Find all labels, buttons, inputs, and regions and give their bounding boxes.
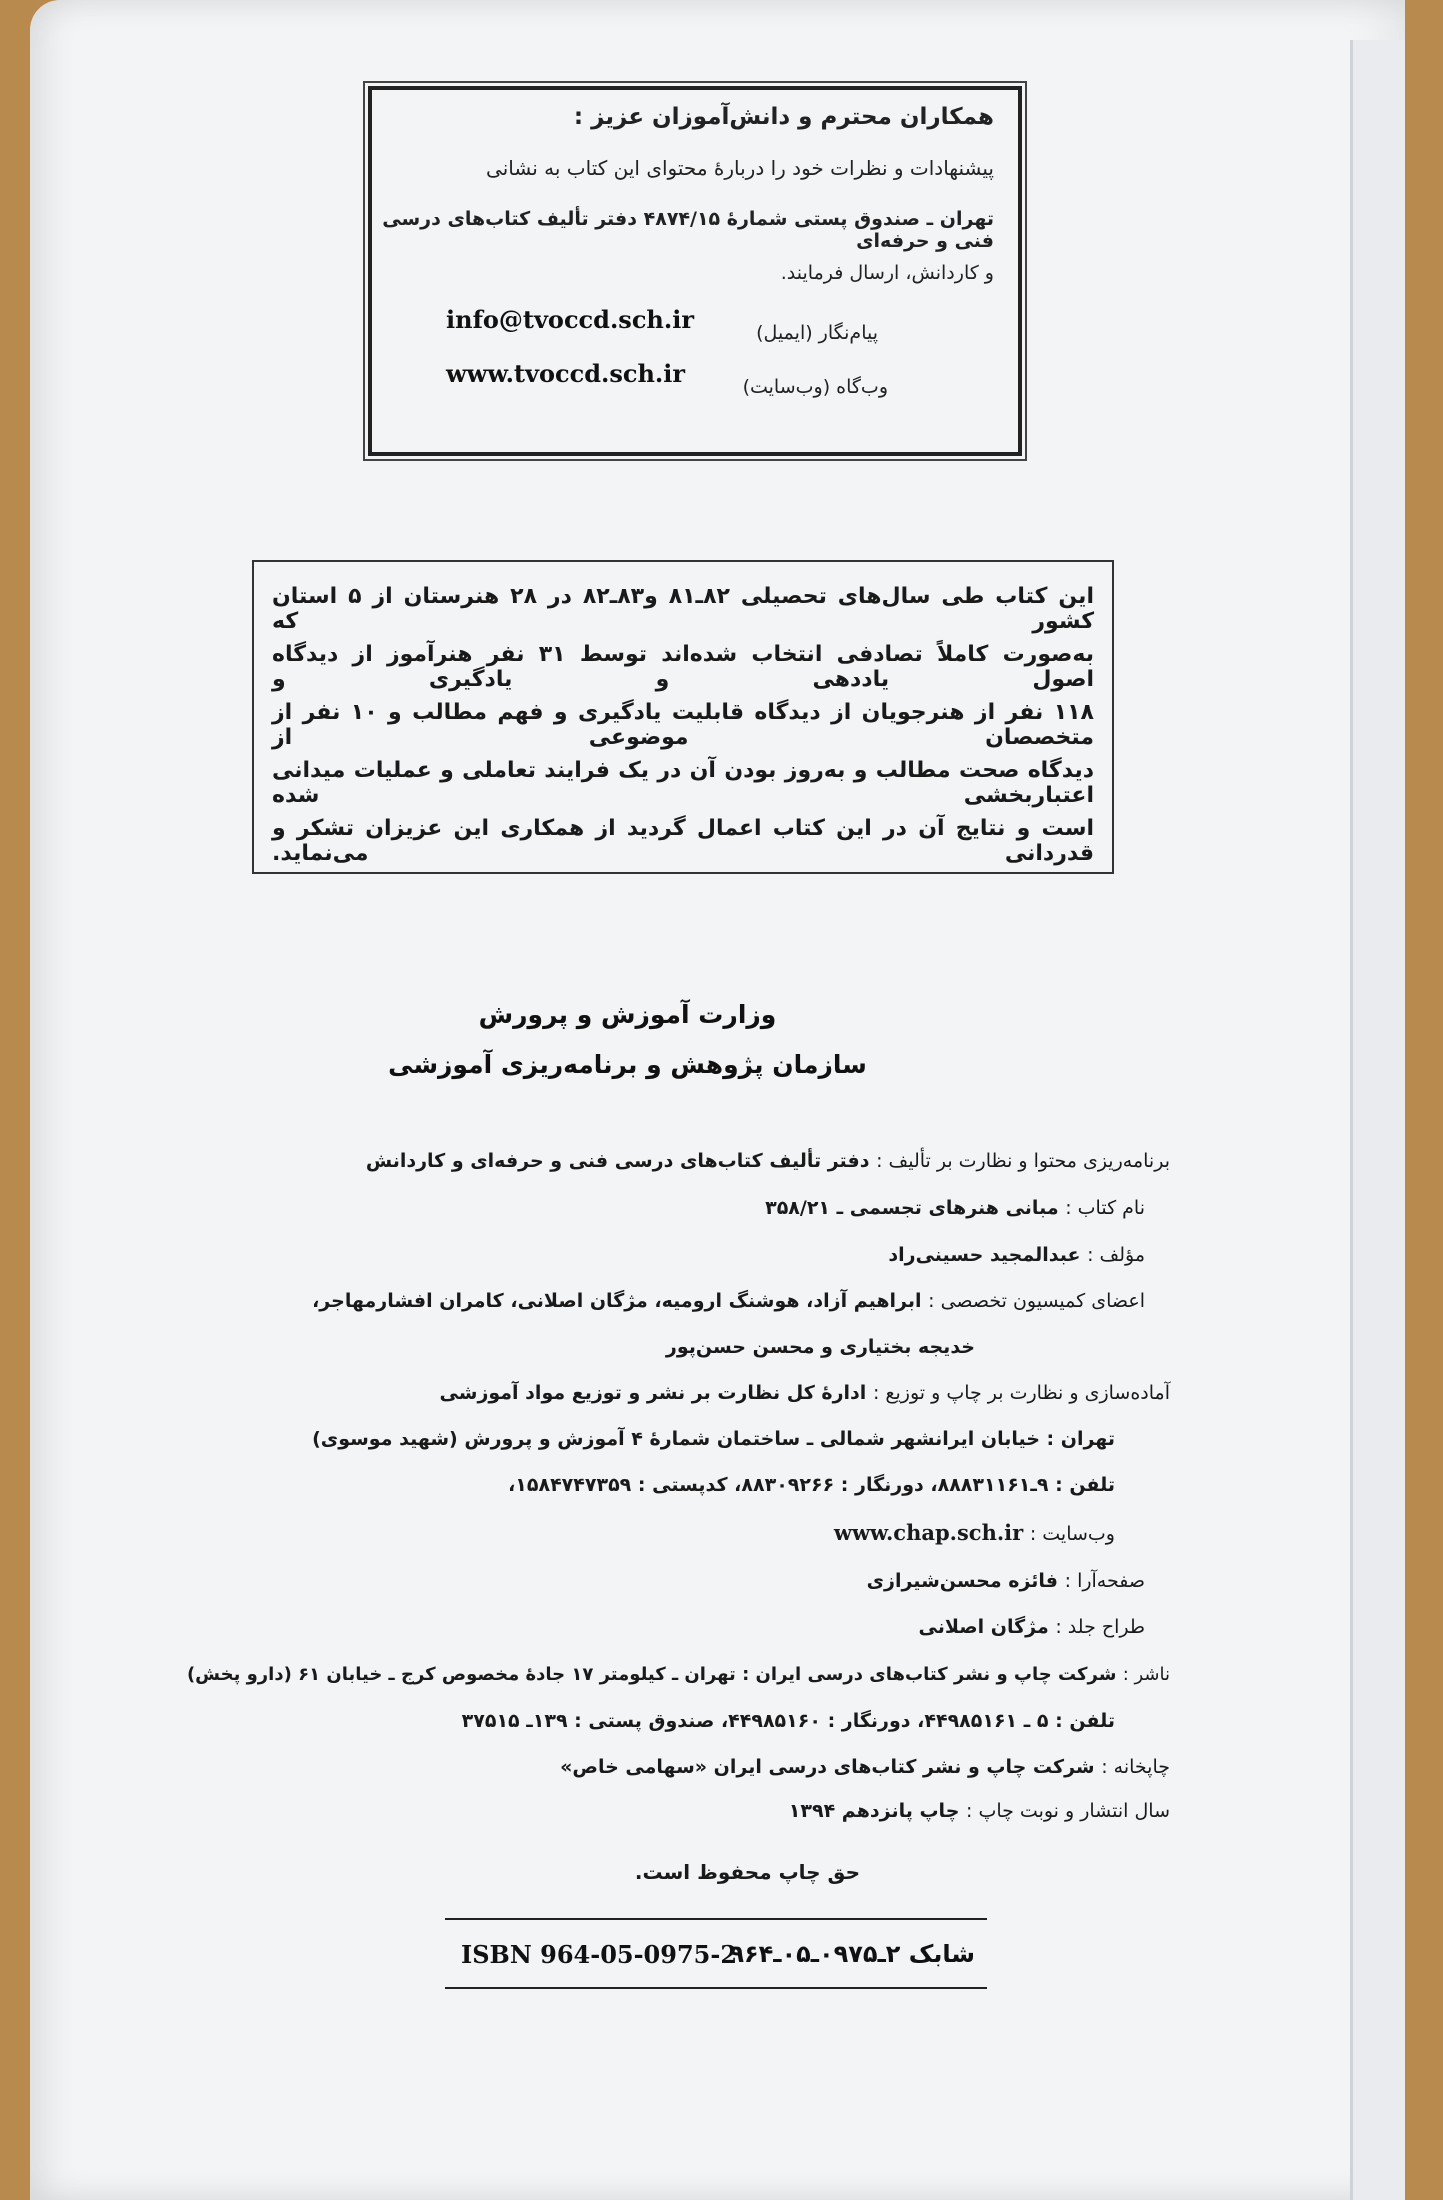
credit-publisher: ناشر : شرکت چاپ و نشر کتاب‌های درسی ایران : تهران ـ کیلومتر ۱۷ جادهٔ مخصوص کرج ـ خیابان ۶۱ (دارو پخش) [186,1664,1170,1685]
contact-line-1: پیشنهادات و نظرات خود را دربارهٔ محتوای این کتاب به نشانی [486,156,994,180]
credit-printer: چاپخانه : شرکت چاپ و نشر کتاب‌های درسی ایران «سهامی خاص» [560,1756,1170,1778]
isbn-top-rule [445,1918,987,1920]
copyright-notice: حق چاپ محفوظ است. [634,1860,860,1884]
email-value[interactable]: info@tvoccd.sch.ir [446,305,694,334]
website-value[interactable]: www.tvoccd.sch.ir [446,359,686,388]
credit-commission: اعضای کمیسیون تخصصی : ابراهیم آزاد، هوشنگ ارومیه، مژگان اصلانی، کامران افشارمهاجر، [312,1290,1145,1312]
validation-line-1: این کتاب طی سال‌های تحصیلی ۸۲ـ۸۱ و۸۳ـ۸۲ در ۲۸ هنرستان از ۵ استان کشور که [272,584,1094,634]
validation-box [252,560,1114,874]
isbn-persian: شابک ۲ـ۰۹۷۵ـ۰۵ـ۹۶۴ [729,1940,975,1968]
credit-address: تهران : خیابان ایرانشهر شمالی ـ ساختمان شمارهٔ ۴ آموزش و پرورش (شهید موسوی) [312,1428,1115,1450]
contact-greeting: همکاران محترم و دانش‌آموزان عزیز : [573,104,994,130]
isbn-bottom-rule [445,1987,987,1989]
credit-phone: تلفن : ۹ـ۸۸۸۳۱۱۶۱، دورنگار : ۸۸۳۰۹۲۶۶، کدپستی : ۱۵۸۴۷۴۷۳۵۹، [508,1474,1115,1496]
ministry-title: وزارت آموزش و پرورش [478,1000,777,1029]
validation-line-5: است و نتایج آن در این کتاب اعمال گردید از همکاری این عزیزان تشکر و قدردانی می‌نماید. [272,816,1094,866]
credit-publisher-phone: تلفن : ۵ ـ ۴۴۹۸۵۱۶۱، دورنگار : ۴۴۹۸۵۱۶۰، صندوق پستی : ۱۳۹ـ ۳۷۵۱۵ [461,1710,1115,1732]
isbn-latin: ISBN 964-05-0975-2 [461,1940,738,1969]
credit-book-name: نام کتاب : مبانی هنرهای تجسمی ـ ۳۵۸/۲۱ [765,1197,1145,1219]
contact-line-2: تهران ـ صندوق پستی شمارهٔ ۴۸۷۴/۱۵ دفتر تألیف کتاب‌های درسی فنی و حرفه‌ای [382,208,994,252]
validation-line-2: به‌صورت کاملاً تصادفی انتخاب شده‌اند توسط ۳۱ نفر هنرآموز از دیدگاه اصول یاددهی و یادگیری و [272,642,1094,692]
credit-print-supervision: آماده‌سازی و نظارت بر چاپ و توزیع : ادارهٔ کل نظارت بر نشر و توزیع مواد آموزشی [439,1382,1170,1404]
credit-commission-cont: خدیجه بختیاری و محسن حسن‌پور [665,1336,975,1358]
credit-edition: سال انتشار و نوبت چاپ : چاپ پانزدهم ۱۳۹۴ [788,1800,1170,1822]
website-label: وب‌گاه (وب‌سایت) [742,376,888,398]
credit-author: مؤلف : عبدالمجید حسینی‌راد [888,1244,1145,1266]
organization-title: سازمان پژوهش و برنامه‌ریزی آموزشی [388,1050,867,1079]
validation-line-3: ۱۱۸ نفر از هنرجویان از دیدگاه قابلیت یادگیری و فهم مطالب و ۱۰ نفر از متخصصان موضوعی از [272,700,1094,750]
page-edge [1350,40,1405,2200]
validation-line-4: دیدگاه صحت مطالب و به‌روز بودن آن در یک فرایند تعاملی و عملیات میدانی اعتباربخشی شده [272,758,1094,808]
email-label: پیام‌نگار (ایمیل) [756,322,878,344]
credit-layout-designer: صفحه‌آرا : فائزه محسن‌شیرازی [866,1570,1145,1592]
credit-cover-designer: طراح جلد : مژگان اصلانی [918,1616,1145,1638]
contact-line-3: و کاردانش، ارسال فرمایند. [780,262,994,284]
contact-box [368,86,1022,456]
book-page [30,0,1405,2200]
credit-website: وب‌سایت : www.chap.sch.ir [833,1520,1115,1545]
credit-content-planning: برنامه‌ریزی محتوا و نظارت بر تألیف : دفتر تألیف کتاب‌های درسی فنی و حرفه‌ای و کاردانش [365,1150,1170,1172]
